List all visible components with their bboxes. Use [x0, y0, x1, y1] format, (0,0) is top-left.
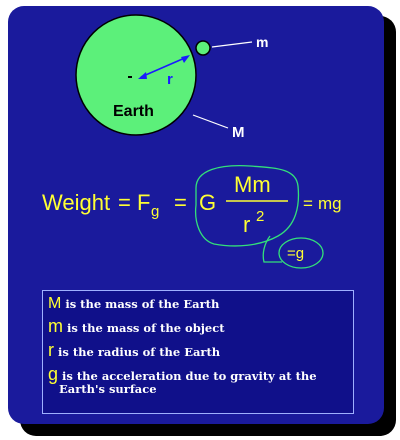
earth-label: Earth	[113, 103, 154, 120]
legend-symbol: m	[48, 316, 63, 336]
eq-equals-g: =g	[287, 245, 305, 262]
eq-F: F	[137, 190, 151, 215]
legend-text: is the radius of the Earth	[58, 345, 221, 359]
legend-row-m	[48, 316, 349, 336]
legend-symbol: M	[48, 295, 62, 312]
eq-equals-3: =	[303, 194, 313, 213]
legend-text: is the mass of the Earth	[65, 297, 220, 311]
m-label: m	[256, 34, 269, 50]
M-label: M	[232, 124, 245, 141]
eq-numerator: Mm	[234, 172, 271, 197]
eq-mg: mg	[318, 194, 342, 213]
legend-text-continued: Earth's surface	[59, 382, 157, 396]
eq-denominator-exponent: 2	[256, 208, 265, 225]
object-circle	[196, 41, 210, 55]
earth-center-dot	[128, 76, 132, 78]
legend-row-g	[48, 364, 349, 396]
eq-equals-1: =	[118, 190, 131, 215]
radius-label: r	[167, 71, 173, 88]
eq-G: G	[199, 190, 217, 215]
eq-F-subscript: g	[151, 203, 160, 220]
eq-denominator: r	[243, 212, 251, 237]
legend-box	[42, 290, 354, 414]
eq-equals-2: =	[174, 190, 187, 215]
eq-weight: Weight	[42, 190, 111, 215]
legend-text: is the mass of the object	[67, 321, 225, 335]
legend-symbol: g	[48, 364, 59, 384]
legend-row-M	[48, 297, 349, 311]
legend-row-r	[48, 340, 349, 360]
legend-symbol: r	[48, 340, 54, 360]
legend-text: is the acceleration due to gravity at the	[62, 369, 317, 383]
